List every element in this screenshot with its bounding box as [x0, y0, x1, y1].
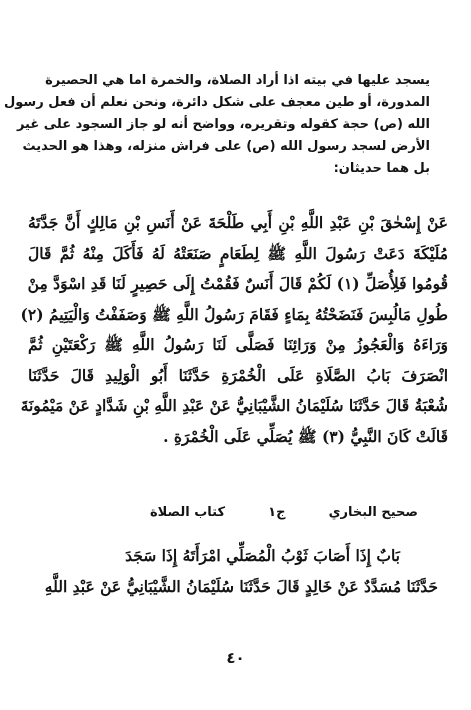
source-book-title: صحيح البخاري: [328, 505, 418, 520]
hadith-line: وَرَاءَهُ وَالْعَجُوزُ مِنْ وَرَائِنَا فَصَلَّى لَنَا رَسُولُ اللَّهِ ﷺ رَكْعَتَيْنِ ثُمَّ: [28, 335, 448, 354]
hadith-line: حَدَّثَنَا مُسَدَّدٌ عَنْ خَالِدٍ قَالَ حَدَّثَنَا سُلَيْمَانُ الشَّيْبَانِيُّ عَنْ عَبْدِ اللَّهِ: [44, 577, 438, 596]
hadith-quotation-block: [20, 208, 448, 452]
hadith-line: قُومُوا فَلِأُصَلِّ (١) لَكُمْ قَالَ أَنَسٌ فَقُمْتُ إِلَى حَصِيرٍ لَنَا قَدِ اسْوَدَّ مِنْ: [27, 274, 448, 293]
hadith-line: مُلَيْكَةَ دَعَتْ رَسُولَ اللَّهِ ﷺ لِطَعَامٍ صَنَعَتْهُ لَهُ فَأَكَلَ مِنْهُ ثُمَّ قَالَ: [28, 243, 448, 263]
source-volume: ج١: [268, 505, 286, 520]
second-hadith-block: [44, 540, 438, 602]
commentary-paragraph: [4, 70, 430, 180]
hadith-line: انْصَرَفَ بَابُ الصَّلَاةِ عَلَى الْخُمْرَةِ حَدَّثَنَا أَبُو الْوَلِيدِ قَالَ حَدَّثَنَا: [28, 365, 448, 385]
commentary-line: بل هما حديثان:: [333, 161, 430, 176]
hadith-line: شُعْبَةُ قَالَ حَدَّثَنَا سُلَيْمَانُ الشَّيْبَانِيُّ عَنْ عَبْدِ اللَّهِ بْنِ شَدَّادٍ عَنْ مَيْمُونَةَ: [20, 396, 448, 415]
source-chapter: كتاب الصلاة: [150, 505, 226, 520]
commentary-line: المدورة، أو طين معجف على شكل دائرة، ونحن نعلم أن فعل رسول: [4, 95, 430, 110]
commentary-line: الله (ص) حجة كقوله وتقريره، وواضح أنه لو جاز السجود على غير: [16, 117, 430, 132]
hadith-line: طُولِ مَالُبِسَ فَنَضَحْتُهُ بِمَاءٍ فَقَامَ رَسُولُ اللَّهِ ﷺ وَصَفَفْتُ وَالْيَتِيمُ (٢): [20, 304, 448, 324]
commentary-line: يسجد عليها في بيته اذا أراد الصلاة، والخمرة اما هي الحصيرة: [45, 73, 430, 88]
hadith-line: قَالَتْ كَانَ النَّبِيُّ (٣) ﷺ يُصَلِّي عَلَى الْخُمْرَةِ .: [163, 426, 448, 446]
page-number: ٤٠: [226, 649, 245, 667]
hadith-line: عَنْ إِسْحٰقَ بْنِ عَبْدِ اللَّهِ بْنِ أَبِي طَلْحَةَ عَنْ أَنَسِ بْنِ مَالِكٍ أَنَّ جَدَّتَهُ: [28, 213, 448, 232]
chapter-heading-line: بَابٌ إِذَا أَصَابَ ثَوْبُ الْمُصَلِّي امْرَأَتَهُ إِذَا سَجَدَ: [125, 546, 400, 565]
commentary-line: الأرض لسجد رسول الله (ص) على فراش منزله، وهذا هو الحديث: [22, 139, 430, 154]
source-caption: [150, 505, 418, 520]
